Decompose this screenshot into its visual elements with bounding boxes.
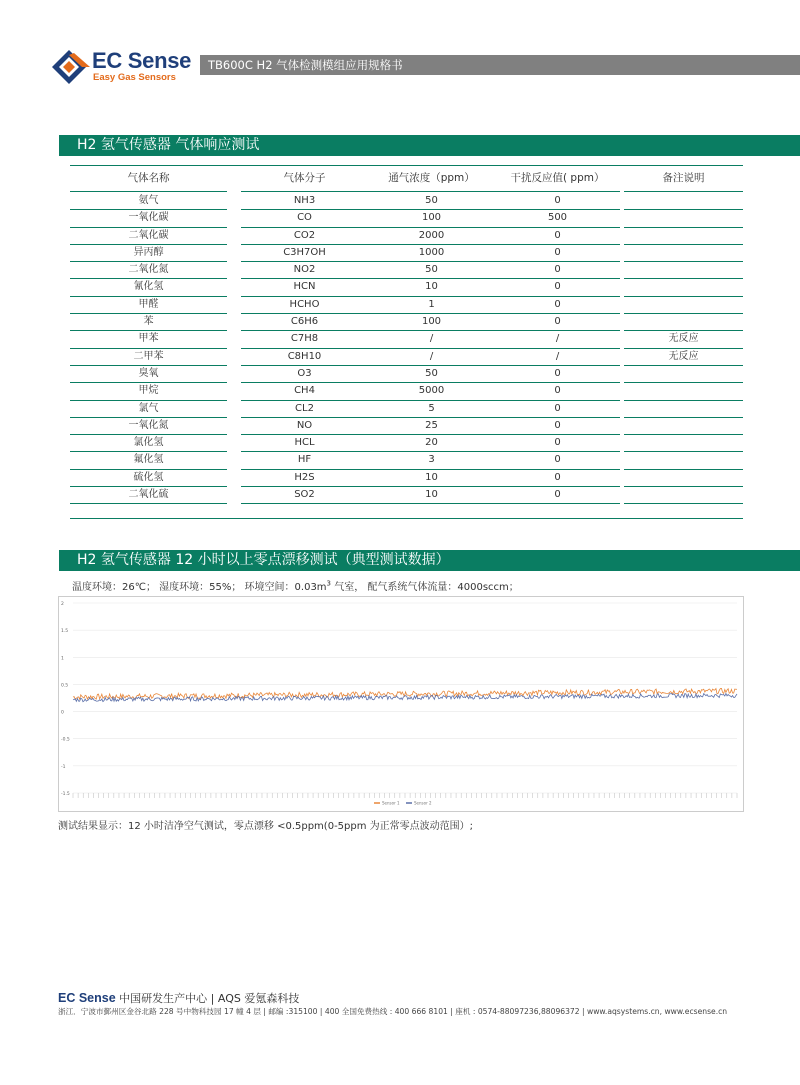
table-cell: 臭氧 [70,366,227,383]
gas-response-table [70,165,743,504]
table-cell: 无反应 [624,331,743,348]
table-row [70,314,743,331]
table-cell [624,435,743,452]
table-row [70,418,743,435]
table-cell: HF [241,452,368,469]
footer-brand [58,990,299,1006]
table-row [70,452,743,469]
table-cell: 25 [368,418,495,435]
table-cell: 10 [368,470,495,487]
table-cell: 一氧化碳 [70,210,227,227]
conditions-text: 温度环境：26℃； 湿度环境：55%； 环境空间：0.03m [72,582,327,593]
table-cell: HCHO [241,297,368,314]
table-cell: 氟化氢 [70,452,227,469]
section-title-text: H2 氢气传感器 气体响应测试 [77,137,260,153]
footer-address: 浙江．宁波市鄞州区金谷北路 228 号中物科技园 17 幢 4 层 | 邮编 :315100 | 400 全国免费热线 : 400 666 8101 | 座机 : 0574-88097236,88096372 | www.aqsystems.cn, www.ecsense.cn [58,1007,728,1016]
table-row [70,193,743,210]
y-tick-label: 1 [61,656,64,662]
table-row [70,262,743,279]
table-cell [624,452,743,469]
table-cell: NO2 [241,262,368,279]
table-cell: 0 [495,262,620,279]
table-cell: 氯气 [70,401,227,418]
table-row [70,228,743,245]
table-cell: 2000 [368,228,495,245]
table-cell [624,279,743,296]
table-bottom-rule [70,518,743,519]
table-cell: 无反应 [624,349,743,366]
company-logo [52,48,202,88]
table-cell [624,314,743,331]
table-cell: 1 [368,297,495,314]
table-cell [624,470,743,487]
column-header: 备注说明 [624,165,743,192]
table-cell: 0 [495,193,620,210]
table-cell: C3H7OH [241,245,368,262]
table-cell: 50 [368,262,495,279]
table-cell [624,366,743,383]
table-cell: 0 [495,452,620,469]
logo-tagline: Easy Gas Sensors [93,72,176,83]
table-cell: 二氧化碳 [70,228,227,245]
table-cell: NH3 [241,193,368,210]
table-cell: CO2 [241,228,368,245]
table-cell: 甲醛 [70,297,227,314]
legend-label: Sensor 1 [382,800,400,806]
y-tick-label: 2 [61,602,64,607]
table-cell: 0 [495,435,620,452]
table-cell: C7H8 [241,331,368,348]
table-cell: 0 [495,418,620,435]
table-cell: 硫化氢 [70,470,227,487]
table-cell: 20 [368,435,495,452]
section-title-zero-drift [58,550,800,571]
logo-diamond-icon [52,50,90,84]
table-body [70,193,743,504]
table-cell: 50 [368,366,495,383]
table-cell: C6H6 [241,314,368,331]
table-cell [624,228,743,245]
table-cell: HCN [241,279,368,296]
table-cell: 50 [368,193,495,210]
table-cell: 0 [495,470,620,487]
table-cell: 0 [495,297,620,314]
table-cell [624,297,743,314]
table-cell: / [495,349,620,366]
table-cell: 0 [495,279,620,296]
table-row [70,210,743,227]
table-cell: 0 [495,487,620,504]
conditions-text: 气室， 配气系统气体流量：4000sccm； [331,582,519,593]
table-cell: 10 [368,487,495,504]
table-cell: 0 [495,383,620,400]
table-cell [624,401,743,418]
zero-drift-chart [58,596,744,812]
table-cell: CH4 [241,383,368,400]
table-row [70,297,743,314]
y-tick-label: 1.5 [61,629,69,635]
table-cell: 氰化氢 [70,279,227,296]
logo-name: EC Sense [92,48,192,73]
table-cell: 1000 [368,245,495,262]
table-cell: SO2 [241,487,368,504]
table-cell: NO [241,418,368,435]
table-cell [624,418,743,435]
column-header: 通气浓度（ppm） [368,165,495,192]
document-title-bar: TB600C H2 气体检测模组应用规格书 [200,55,800,75]
y-tick-label: 0 [61,710,64,716]
table-cell: 二甲苯 [70,349,227,366]
section-title-response-test [58,135,800,156]
table-cell: 0 [495,245,620,262]
table-cell: 100 [368,210,495,227]
table-row [70,279,743,296]
y-tick-label: 0.5 [61,683,69,689]
table-cell [624,383,743,400]
table-cell: 5 [368,401,495,418]
table-cell: 异丙醇 [70,245,227,262]
y-tick-label: -1.5 [61,792,70,797]
table-cell: 10 [368,279,495,296]
table-cell: 甲烷 [70,383,227,400]
table-cell: / [495,331,620,348]
table-cell: C8H10 [241,349,368,366]
table-cell: O3 [241,366,368,383]
table-cell: 5000 [368,383,495,400]
table-cell: 氨气 [70,193,227,210]
column-header: 气体分子 [241,165,368,192]
table-cell [624,193,743,210]
y-tick-label: -0.5 [61,737,70,743]
table-row [70,383,743,400]
table-cell: 二氧化硫 [70,487,227,504]
table-cell: / [368,349,495,366]
table-row [70,331,743,348]
footer-brand-rest: 中国研发生产中心 | AQS 爱氪森科技 [115,992,300,1005]
table-cell: 0 [495,401,620,418]
table-cell [624,245,743,262]
table-cell: 二氧化氮 [70,262,227,279]
table-row [70,435,743,452]
table-row [70,349,743,366]
table-cell: 0 [495,314,620,331]
table-cell: H2S [241,470,368,487]
table-header-row [70,165,743,193]
test-result-text: 测试结果显示：12 小时洁净空气测试，零点漂移 <0.5ppm(0-5ppm 为正常零点波动范围）; [58,821,474,832]
table-cell: 苯 [70,314,227,331]
table-cell: CO [241,210,368,227]
table-row [70,401,743,418]
table-cell: 100 [368,314,495,331]
footer-brand-name: EC Sense [58,991,116,1005]
chart-svg [59,597,743,811]
table-cell [624,262,743,279]
table-row [70,366,743,383]
conditions-superscript: 3 [326,579,332,588]
legend-label: Sensor 2 [414,800,432,806]
table-cell: HCL [241,435,368,452]
table-row [70,487,743,504]
table-cell: 500 [495,210,620,227]
column-header: 气体名称 [70,165,227,192]
table-cell: 氯化氢 [70,435,227,452]
table-cell: 一氧化氮 [70,418,227,435]
table-cell: CL2 [241,401,368,418]
table-cell: 3 [368,452,495,469]
table-cell: 0 [495,228,620,245]
table-cell [624,487,743,504]
table-row [70,245,743,262]
table-cell: 甲苯 [70,331,227,348]
y-tick-label: -1 [61,764,66,770]
table-cell [624,210,743,227]
column-header: 干扰反应值( ppm） [495,165,620,192]
table-cell: / [368,331,495,348]
section-title-text: H2 氢气传感器 12 小时以上零点漂移测试（典型测试数据） [77,552,450,568]
test-conditions [72,578,519,593]
table-cell: 0 [495,366,620,383]
table-row [70,470,743,487]
